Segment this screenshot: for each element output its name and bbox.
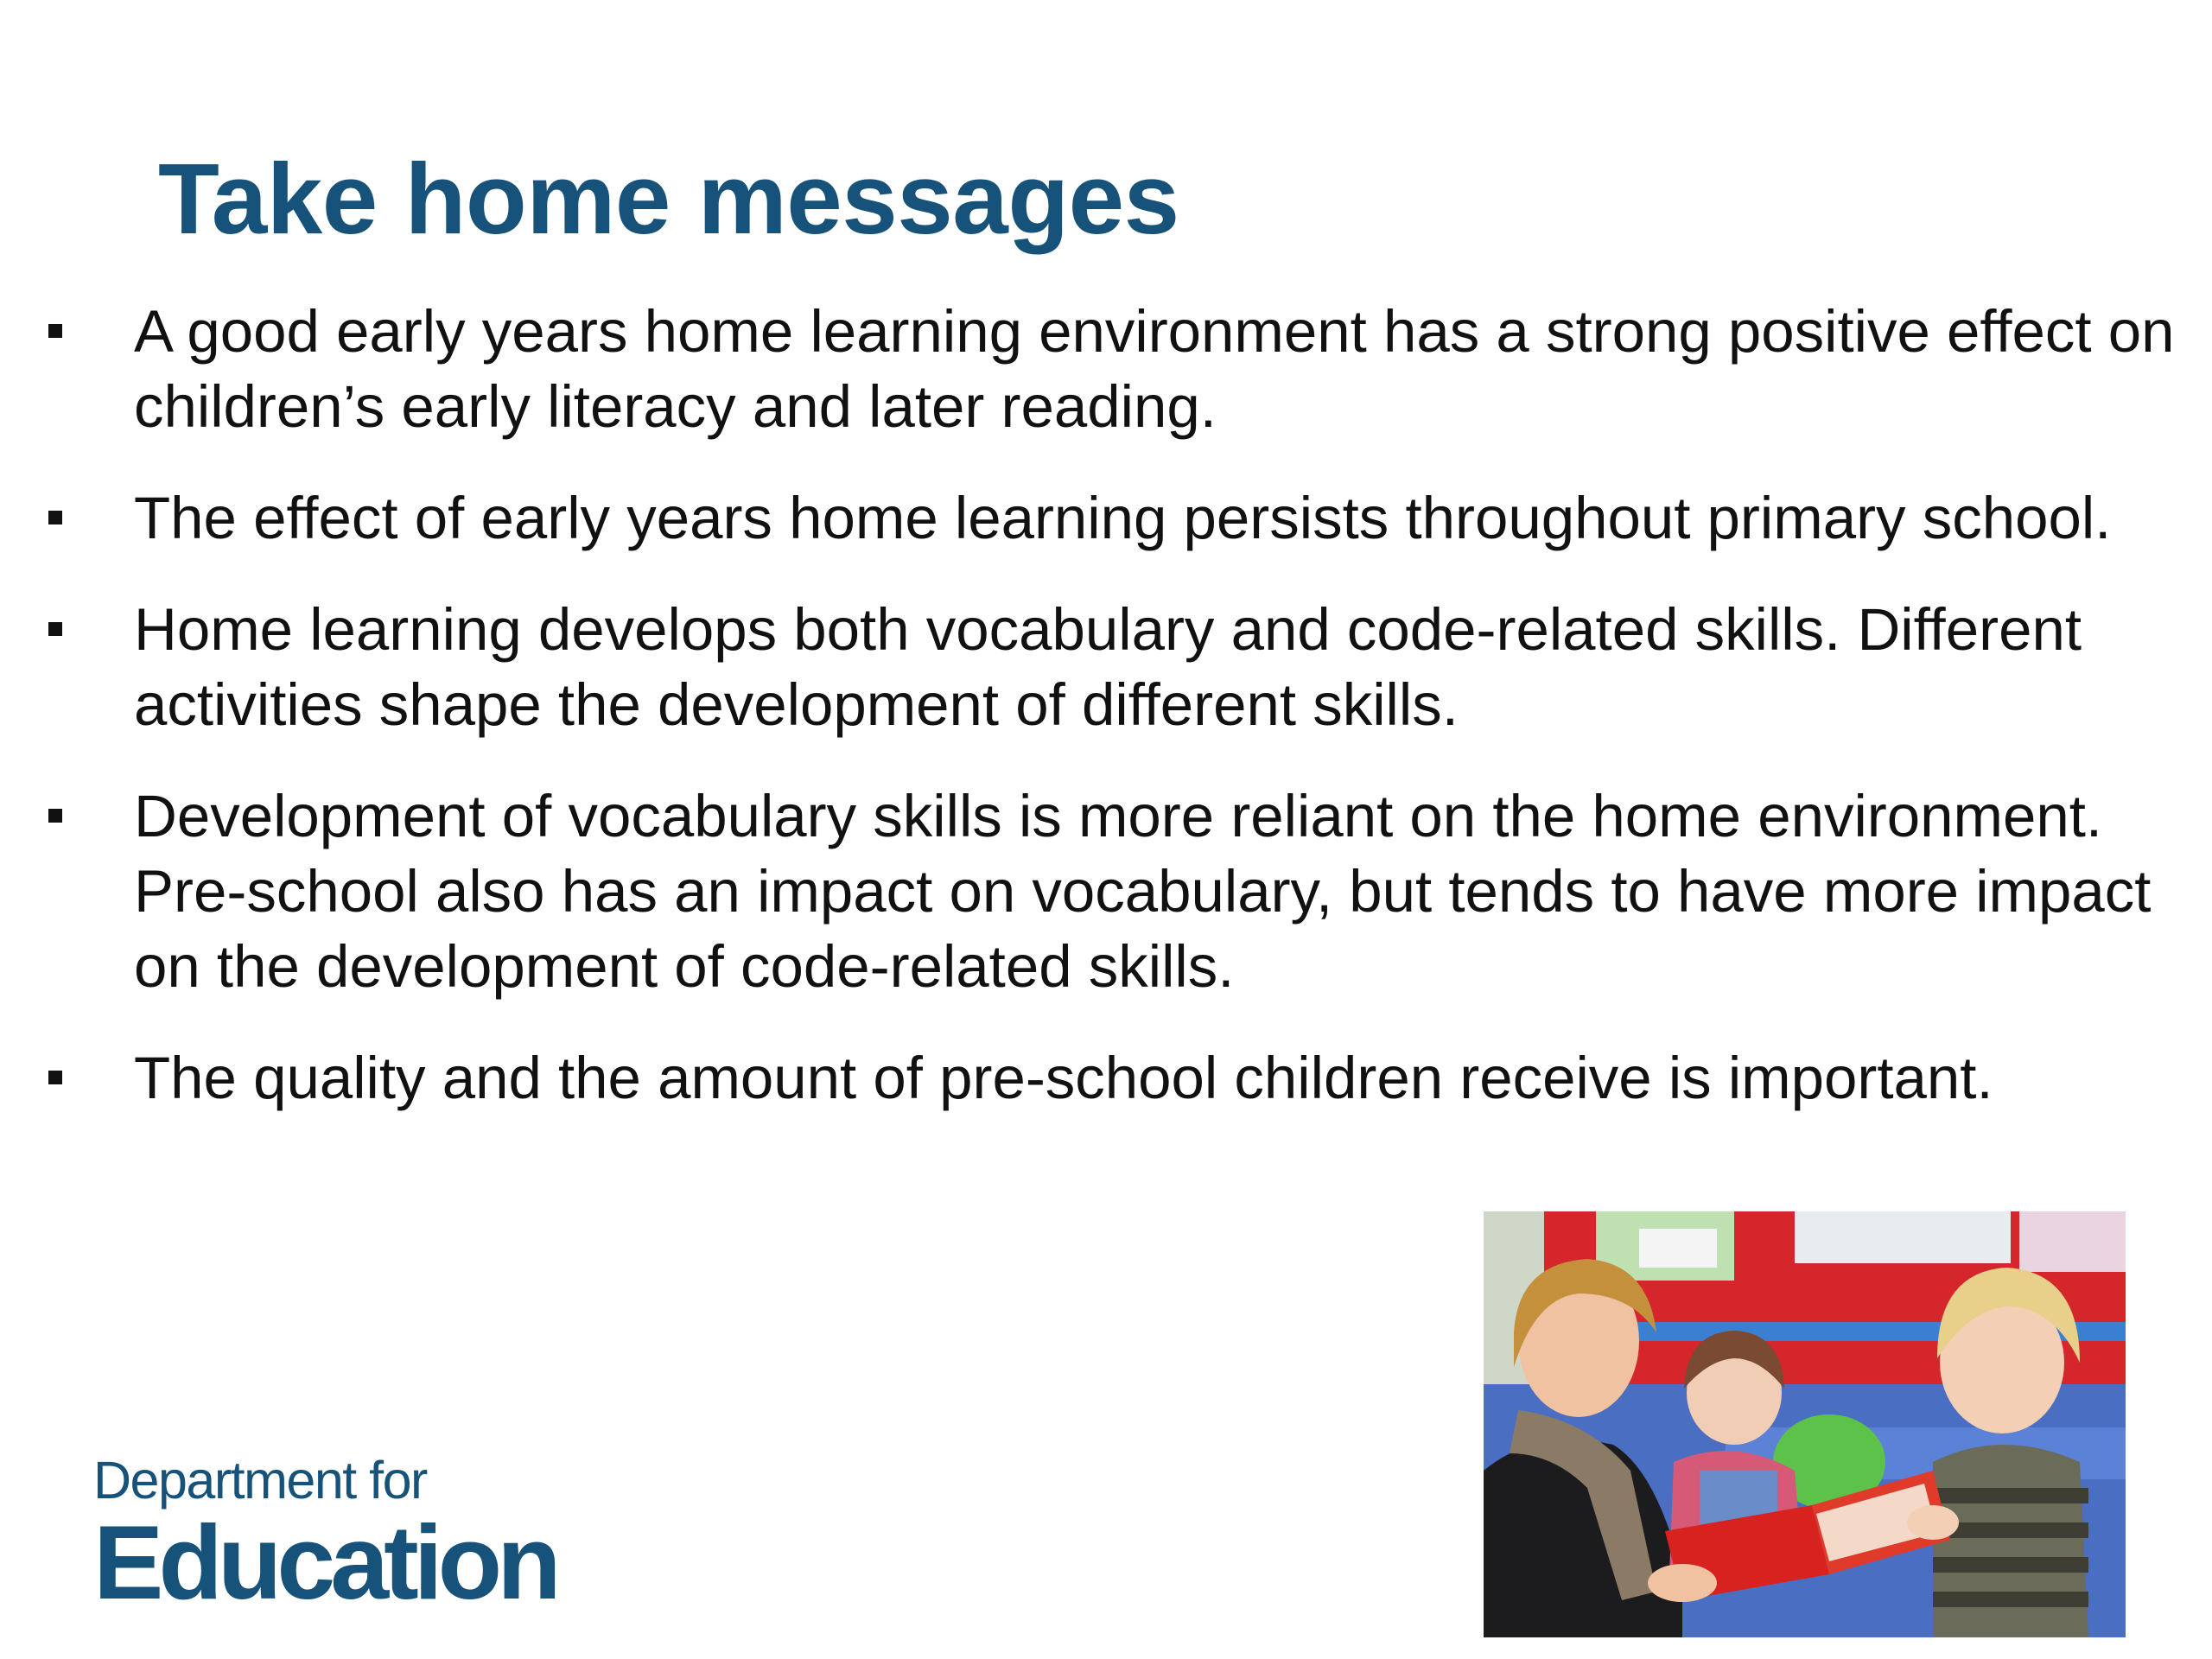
department-for-education-logo bbox=[93, 1451, 556, 1621]
bullet-item bbox=[0, 294, 2212, 444]
bullet-text: The effect of early years home learning persists throughout primary school. bbox=[134, 485, 2112, 551]
bullet-text: Development of vocabulary skills is more reliant on the home environment. Pre-school also has an impact on vocabulary, but tends to have more impact on the development of code-related skills. bbox=[134, 783, 2152, 1000]
bullet-text: The quality and the amount of pre-school children receive is important. bbox=[134, 1045, 1993, 1111]
bullet-text: A good early years home learning environment has a strong positive effect on children’s early literacy and later reading. bbox=[134, 298, 2175, 440]
square-bullet-icon bbox=[48, 622, 62, 636]
reading-photo bbox=[1484, 1211, 2126, 1637]
bullet-text: Home learning develops both vocabulary and code-related skills. Different activities shape the development of different skills. bbox=[134, 596, 2082, 738]
square-bullet-icon bbox=[48, 809, 62, 823]
logo-line1: Department for bbox=[93, 1451, 427, 1510]
bullet-list bbox=[0, 294, 2212, 1152]
bullet-item bbox=[0, 779, 2212, 1004]
square-bullet-icon bbox=[48, 1071, 62, 1084]
bullet-item bbox=[0, 1040, 2212, 1116]
logo-line2: Education bbox=[93, 1503, 556, 1621]
bullet-item bbox=[0, 480, 2212, 556]
square-bullet-icon bbox=[48, 324, 62, 338]
square-bullet-icon bbox=[48, 511, 62, 524]
slide-title: Take home messages bbox=[158, 143, 1179, 255]
bullet-item bbox=[0, 592, 2212, 742]
